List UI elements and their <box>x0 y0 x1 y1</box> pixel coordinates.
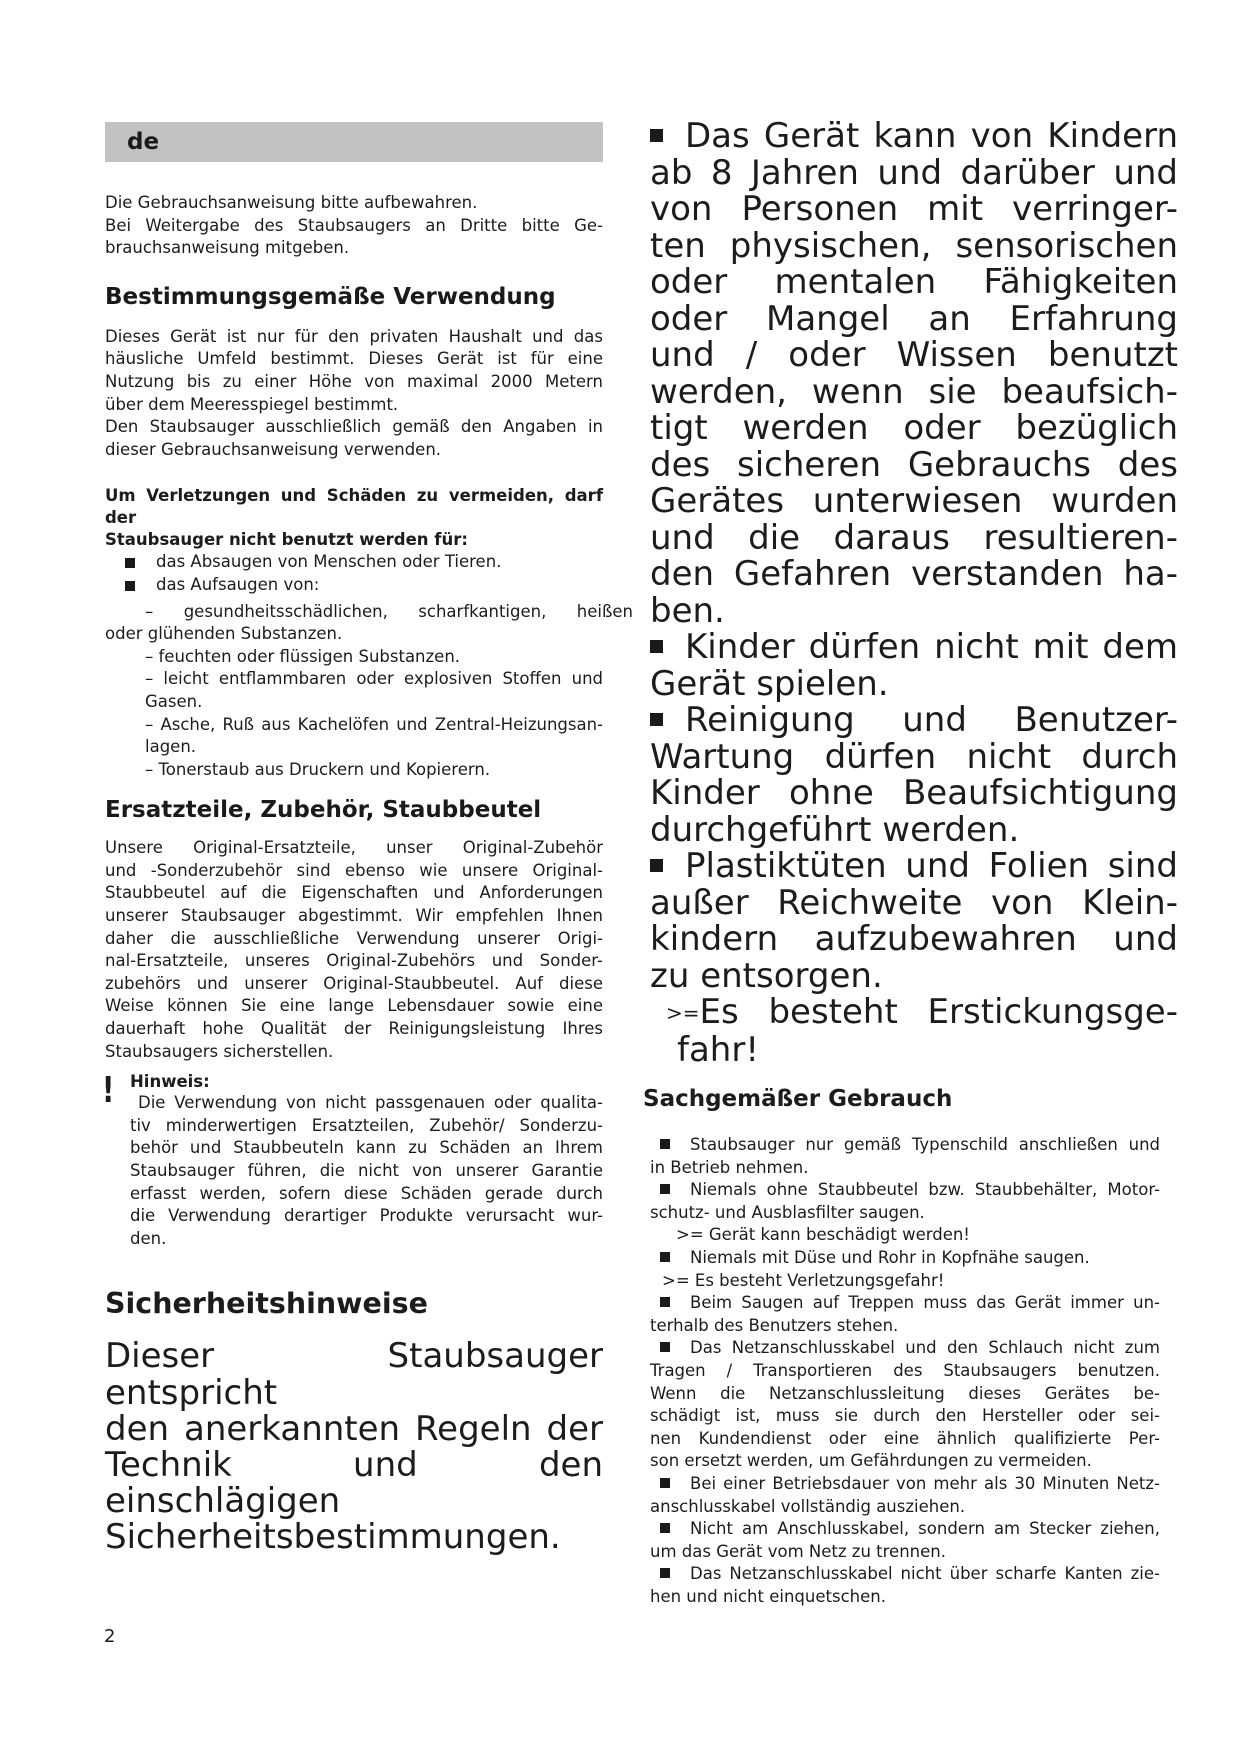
bestimmung-paragraph: Dieses Gerät ist nur für den privaten Haushalt und das häusliche Umfeld bestimmt. Dieses Gerät ist für eine Nutzung bis zu einer Höhe von maximal 2000 Metern über dem Meeresspiegel bestimmt. Den Staubsauger ausschließlich gemäß den Angaben in dieser Gebrauchsanweisung verwenden. <box>105 326 603 459</box>
sub-list-item-continued: Gasen. <box>145 691 203 711</box>
ersatzteile-paragraph: Unsere Original-Ersatzteile, unser Original-Zubehör und -Sonderzubehör sind ebenso wie unsere Original- Staubbeutel auf die Eigenschaften und Anforderungen unserer Staubsauger abgestimmt. Wir empfehlen Ihnen daher die ausschließliche Verwendung unserer Origi- nal-Ersatzteile, unseres Original-Zubehörs und Sonder- zubehörs und unserer Original-Staubbeutel. Auf diese Weise können Sie eine lange Lebensdauer sowie eine dauerhaft hohe Qualität der Reinigungsleistung Ihres Staubsaugers sicherstellen. <box>105 838 603 1061</box>
exclamation-icon: ! <box>102 1070 115 1112</box>
list-item: das Aufsaugen von: <box>105 574 603 597</box>
note-box <box>102 1070 603 1250</box>
bullet-square-icon <box>650 129 663 142</box>
list-item: Das Netzanschlusskabel nicht über scharfe Kanten zie- hen und nicht einquetschen. <box>650 1564 1160 1606</box>
bullet-square-icon <box>660 1523 670 1533</box>
list-item: Niemals mit Düse und Rohr in Kopfnähe saugen. >= Es besteht Verletzungsgefahr! <box>662 1247 1090 1290</box>
bullet-square-icon <box>650 713 663 726</box>
bullet-square-icon <box>660 1568 670 1578</box>
note-title: Hinweis: <box>130 1072 210 1092</box>
bullet-square-icon <box>650 859 663 872</box>
list-item: Das Netzanschlusskabel und den Schlauch nicht zum Tragen / Transportieren des Staubsaugers benutzen. Wenn die Netzanschlussleitung dieses Gerätes be- schädigt ist, muss sie durch den Hersteller oder sei- nen Kundendienst oder eine ähnlich qualifizierte Per- son ersetzt werden, um Gefährdungen zu vermeiden. <box>650 1338 1160 1471</box>
language-header: de <box>105 122 603 162</box>
usage-list <box>650 1134 1160 1608</box>
children-safety-block: Das Gerät kann von Kindern ab 8 Jahren und darüber und von Personen mit verringer- ten physischen, sensorischen oder mentalen Fähigkeiten oder Mangel an Erfahrung und / oder Wissen benutzt werden, wenn sie beaufsich- tigt werden oder bezüglich des sicheren Gebrauchs des Gerätes unterwiesen wurden und die daraus resultieren- den Gefahren verstanden ha- ben. Kinder dürfen nicht mit dem Gerät spielen. Reinigung und Benutzer- Wartung dürfen nicht durch Kinder ohne Beaufsichtigung durchgeführt werden. Plastiktüten und Folien sind außer Reichweite von Klein- kindern aufzubewahren und zu entsorgen. >=Es besteht Erstickungsge- fahr! <box>650 116 1178 1070</box>
bullet-square-icon <box>125 581 135 591</box>
bullet-square-icon <box>660 1139 670 1149</box>
sub-list-item: – leicht entflammbaren oder explosiven Stoffen und <box>145 669 603 689</box>
list-item: Bei einer Betriebsdauer von mehr als 30 Minuten Netz- anschlusskabel vollständig ausziehen. <box>650 1473 1160 1516</box>
bullet-square-icon <box>125 558 135 568</box>
note-body: Die Verwendung von nicht passgenauen oder qualita- tiv minderwertigen Ersatzteilen, Zubehör/ Sonderzu- behör und Staubbeuteln kann zu Schäden an Ihrem Staubsauger führen, die nicht von unserer Garantie erfasst werden, sofern diese Schäden gerade durch die Verwendung derartiger Produkte verursacht wur- den. <box>130 1093 603 1248</box>
heading-bestimmung: Bestimmungsgemäße Verwendung <box>105 283 556 310</box>
list-item: das Absaugen von Menschen oder Tieren. <box>105 551 603 574</box>
page-number: 2 <box>104 1626 116 1647</box>
bullet-square-icon <box>660 1184 670 1194</box>
heading-sicherheitshinweise: Sicherheitshinweise <box>105 1287 428 1321</box>
sub-list-item: – Tonerstaub aus Druckern und Kopierern. <box>145 759 491 779</box>
safety-statement: Dieser Staubsauger entspricht den anerkannten Regeln der Technik und den einschlägigen Sicherheitsbestimmungen. <box>105 1336 603 1558</box>
right-column <box>643 116 1190 1608</box>
heading-sachgemaesser-gebrauch: Sachgemäßer Gebrauch <box>643 1086 953 1112</box>
sub-list-item: – gesundheitsschädlichen, scharfkantigen, heißen <box>145 601 633 621</box>
heading-ersatzteile: Ersatzteile, Zubehör, Staubbeutel <box>105 797 542 824</box>
arrow-icon: >= <box>666 1001 700 1025</box>
bullet-square-icon <box>660 1252 670 1262</box>
bullet-square-icon <box>660 1478 670 1488</box>
list-item: Staubsauger nur gemäß Typenschild anschließen und in Betrieb nehmen. <box>650 1135 1160 1177</box>
list-item: Niemals ohne Staubbeutel bzw. Staubbehälter, Motor- schutz- und Ausblasfilter saugen. >= Gerät kann beschädigt werden! <box>650 1180 1160 1245</box>
bullet-square-icon <box>660 1342 670 1352</box>
sub-list-item-continued: oder glühenden Substanzen. <box>105 624 343 644</box>
bullet-square-icon <box>660 1297 670 1307</box>
bullet-square-icon <box>650 640 663 653</box>
sub-list-item: – feuchten oder flüssigen Substanzen. <box>145 646 461 666</box>
sub-list-item-continued: lagen. <box>145 737 197 757</box>
list-item: Beim Saugen auf Treppen muss das Gerät immer un- terhalb des Benutzers stehen. <box>650 1293 1160 1335</box>
list-item: Nicht am Anschlusskabel, sondern am Stecker ziehen, um das Gerät vom Netz zu trennen. <box>650 1519 1160 1561</box>
intro-paragraph: Die Gebrauchsanweisung bitte aufbewahren. Bei Weitergabe des Staubsaugers an Dritte bitte Ge- brauchsanweisung mitgeben. <box>105 193 603 258</box>
sub-list-item: – Asche, Ruß aus Kachelöfen und Zentral-Heizungsan- <box>145 714 603 734</box>
left-column <box>102 122 633 1558</box>
warning-heading: Um Verletzungen und Schäden zu vermeiden, darf der Staubsauger nicht benutzt werden für: <box>105 486 603 550</box>
